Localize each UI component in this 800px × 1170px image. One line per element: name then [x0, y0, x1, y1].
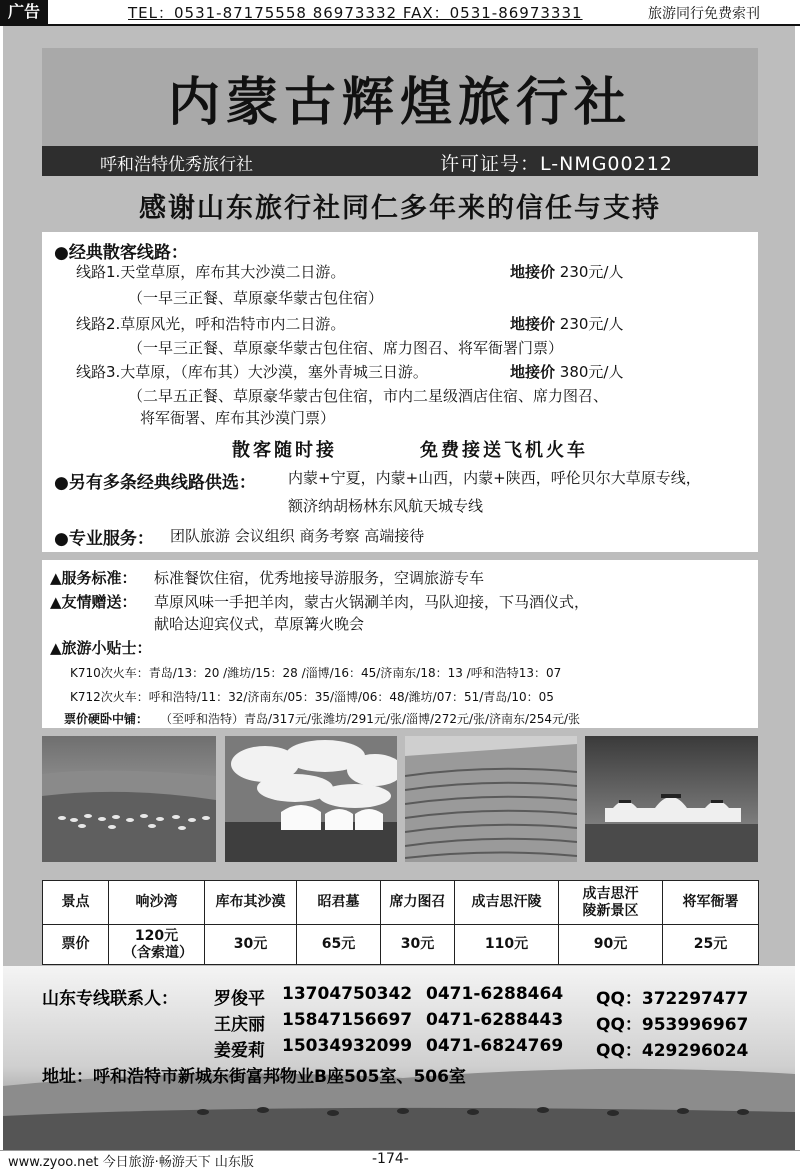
gift-line-2: 献哈达迎宾仪式，草原篝火晚会	[154, 615, 365, 633]
address: 地址：呼和浩特市新城东街富邦物业B座505室、506室	[42, 1067, 466, 1087]
fare-text: （至呼和浩特）青岛/317元/张潍坊/291元/张/淄博/272元/张/济南东/254元/张	[160, 712, 581, 726]
route-1-detail: （一早三正餐、草原豪华蒙古包住宿）	[128, 289, 384, 307]
page-number: -174-	[372, 1151, 409, 1167]
route-3-detail-1: （二早五正餐、草原豪华蒙古包住宿，市内二星级酒店住宿、席力图召、	[128, 387, 609, 405]
thanks-heading: 感谢山东旅行社同仁多年来的信任与支持	[139, 193, 661, 224]
site-name: 库布其沙漠	[205, 881, 297, 925]
standard-text: 标准餐饮住宿，优秀地接导游服务，空调旅游专车	[154, 569, 485, 587]
route-2-name: 线路2.草原风光，呼和浩特市内二日游。	[76, 315, 346, 333]
top-contact: TEL：0531-87175558 86973332 FAX：0531-86973331	[128, 4, 583, 22]
route-2-detail: （一早三正餐、草原豪华蒙古包住宿、席力图召、将军衙署门票）	[128, 339, 564, 357]
site-name: 昭君墓	[297, 881, 381, 925]
site-name: 成吉思汗陵新景区	[559, 881, 663, 925]
agency-title: 内蒙古辉煌旅行社	[167, 72, 632, 133]
photo-yurts	[225, 736, 397, 862]
site-price: 110元	[455, 925, 559, 965]
contact-qq-2: QQ：953996967	[596, 1015, 749, 1035]
route-1-price: 地接价 230元/人	[510, 263, 624, 281]
train-k710: K710次火车：青岛/13：20 /潍坊/15：28 /淄博/16：45/济南东/18：13 /呼和浩特13：07	[70, 666, 562, 680]
contact-tel-1: 0471-6288464	[426, 984, 564, 1004]
more-routes-label: ●另有多条经典线路供选：	[54, 473, 256, 493]
standard-label: ▲服务标准：	[50, 569, 137, 587]
gift-line-1: 草原风味一手把羊肉，蒙古火锅涮羊肉，马队迎接，下马酒仪式，	[154, 593, 590, 611]
service-text: 团队旅游 会议组织 商务考察 高端接待	[170, 527, 425, 545]
ticket-price-table	[42, 880, 758, 964]
more-routes-line-1: 内蒙+宁夏，内蒙+山西，内蒙+陕西，呼伦贝尔大草原专线，	[288, 469, 701, 487]
site-name: 响沙湾	[109, 881, 205, 925]
contact-tel-3: 0471-6824769	[426, 1036, 564, 1056]
gift-label: ▲友情赠送：	[50, 593, 137, 611]
contact-name-2: 王庆丽	[214, 1015, 265, 1035]
site-name: 成吉思汗陵	[455, 881, 559, 925]
photo-grassland-sheep	[42, 736, 216, 862]
more-routes-line-2: 额济纳胡杨林东风航天城专线	[288, 497, 484, 515]
site-price: 30元	[205, 925, 297, 965]
route-3-name: 线路3.大草原，（库布其）大沙漠，塞外青城三日游。	[76, 363, 428, 381]
contact-name-1: 罗俊平	[214, 989, 265, 1009]
footer-text: www.zyoo.net 今日旅游·畅游天下 山东版	[8, 1155, 254, 1170]
contact-tel-2: 0471-6288443	[426, 1010, 564, 1030]
ad-label: 广告	[0, 0, 48, 24]
contact-name-3: 姜爱莉	[214, 1041, 265, 1061]
contact-label: 山东专线联系人：	[42, 989, 178, 1009]
train-k712: K712次火车：呼和浩特/11：32/济南东/05：35/淄博/06：48/潍坊/07：51/青岛/10：05	[70, 690, 554, 704]
site-price: 120元（含索道）	[109, 925, 205, 965]
route-2-price: 地接价 230元/人	[510, 315, 624, 333]
agency-subtitle: 呼和浩特优秀旅行社	[100, 155, 253, 175]
fare-label: 票价硬卧中铺：	[64, 712, 149, 726]
route-1-name: 线路1.天堂草原，库布其大沙漠二日游。	[76, 263, 346, 281]
site-name: 席力图召	[381, 881, 455, 925]
top-right-text: 旅游同行免费索刊	[648, 6, 760, 22]
license-number: 许可证号：L-NMG00212	[440, 153, 673, 175]
photo-mausoleum	[585, 736, 758, 862]
site-price: 90元	[559, 925, 663, 965]
row-label-site: 景点	[43, 881, 109, 925]
routes-heading: ●经典散客线路：	[54, 243, 188, 263]
slogan-right: 免费接送飞机火车	[420, 440, 588, 461]
contact-mobile-3: 15034932099	[282, 1036, 413, 1056]
site-price: 65元	[297, 925, 381, 965]
contact-mobile-1: 13704750342	[282, 984, 413, 1004]
site-price: 30元	[381, 925, 455, 965]
photo-desert-dunes	[405, 736, 577, 862]
contact-mobile-2: 15847156697	[282, 1010, 413, 1030]
site-name: 将军衙署	[663, 881, 759, 925]
contact-qq-3: QQ：429296024	[596, 1041, 749, 1061]
site-price: 25元	[663, 925, 759, 965]
route-3-price: 地接价 380元/人	[510, 363, 624, 381]
slogan-left: 散客随时接	[232, 440, 337, 461]
route-3-detail-2: 将军衙署、库布其沙漠门票）	[140, 409, 336, 427]
tips-label: ▲旅游小贴士：	[50, 639, 152, 657]
row-label-price: 票价	[43, 925, 109, 965]
service-label: ●专业服务：	[54, 529, 154, 549]
contact-qq-1: QQ：372297477	[596, 989, 749, 1009]
